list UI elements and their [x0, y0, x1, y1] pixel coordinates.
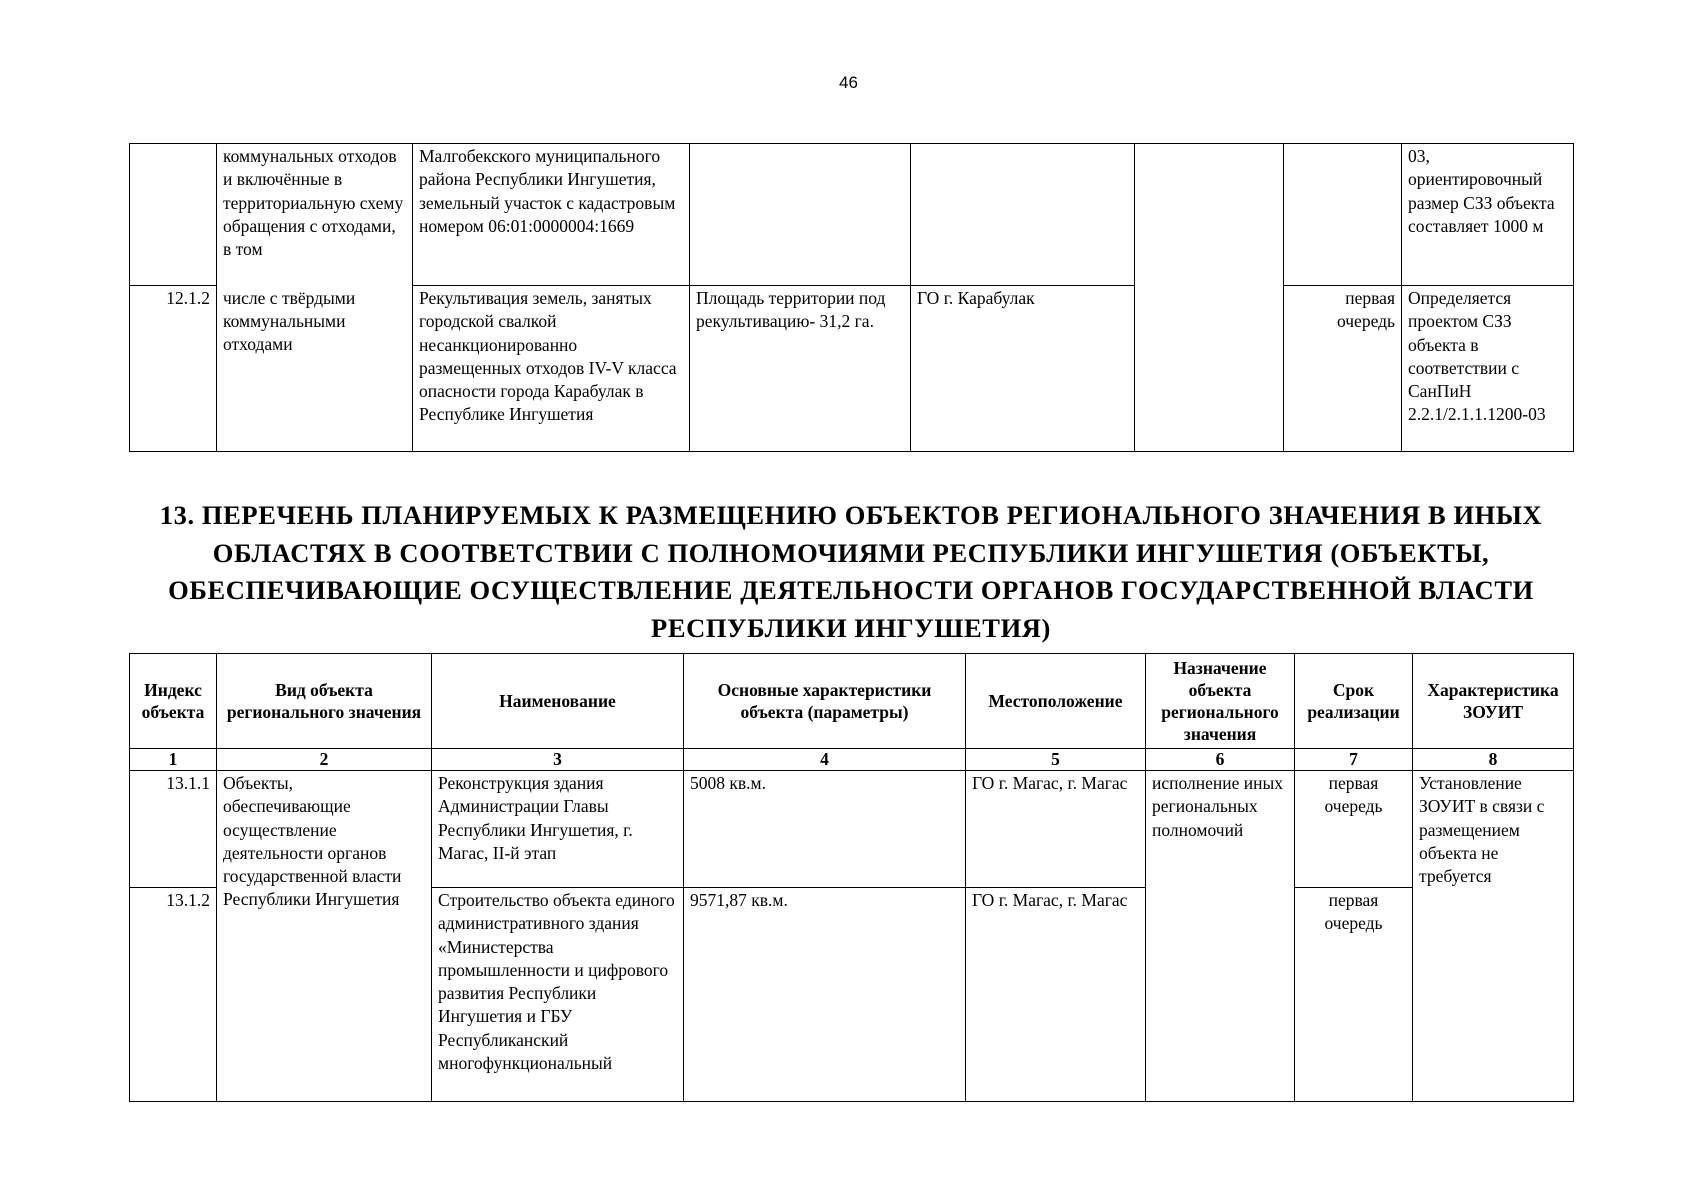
header-name: Наименование: [432, 654, 684, 749]
cell-index: 12.1.2: [130, 286, 217, 452]
column-number: 8: [1413, 749, 1574, 771]
column-number: 1: [130, 749, 217, 771]
page-number: 46: [839, 73, 858, 92]
cell-location: ГО г. Магас, г. Магас: [966, 888, 1146, 1102]
column-number: 4: [684, 749, 966, 771]
table-row: [130, 771, 1574, 888]
continued-table: [129, 143, 1574, 452]
column-number: 5: [966, 749, 1146, 771]
cell-zouit: 03, ориентировочный размер СЗЗ объекта составляет 1000 м: [1402, 144, 1574, 286]
column-number: 2: [217, 749, 432, 771]
cell-index: 13.1.1: [130, 771, 217, 888]
column-number: 7: [1295, 749, 1413, 771]
cell-params: [690, 144, 911, 286]
cell-zouit: Установление ЗОУИТ в связи с размещением объекта не требуется: [1413, 771, 1574, 1102]
cell-name: Реконструкция здания Администрации Главы Республики Ингушетия, г. Магас, II-й этап: [432, 771, 684, 888]
cell-type: числе с твёрдыми коммунальными отходами: [217, 286, 413, 452]
cell-params: 5008 кв.м.: [684, 771, 966, 888]
cell-purpose: [1135, 144, 1284, 452]
cell-zouit: Определяется проектом СЗЗ объекта в соответствии с СанПиН 2.2.1/2.1.1.1200-03: [1402, 286, 1574, 452]
cell-term: [1284, 144, 1402, 286]
cell-purpose: исполнение иных региональных полномочий: [1146, 771, 1295, 1102]
cell-type: Объекты, обеспечивающие осуществление деятельности органов государственной власти Республики Ингушетия: [217, 771, 432, 1102]
cell-location: ГО г. Магас, г. Магас: [966, 771, 1146, 888]
section-title: 13. ПЕРЕЧЕНЬ ПЛАНИРУЕМЫХ К РАЗМЕЩЕНИЮ ОБЪЕКТОВ РЕГИОНАЛЬНОГО ЗНАЧЕНИЯ В ИНЫХ ОБЛАСТЯХ В СООТВЕТСТВИИ С ПОЛНОМОЧИЯМИ РЕСПУБЛИКИ ИНГУШЕТИЯ (ОБЪЕКТЫ, ОБЕСПЕЧИВАЮЩИЕ ОСУЩЕСТВЛЕНИЕ ДЕЯТЕЛЬНОСТИ ОРГАНОВ ГОСУДАРСТВЕННОЙ ВЛАСТИ РЕСПУБЛИКИ ИНГУШЕТИЯ): [159, 500, 1543, 643]
table-row: [130, 286, 1574, 452]
column-number: 3: [432, 749, 684, 771]
header-purpose: Назначение объекта регионального значения: [1146, 654, 1295, 749]
table-header-row: [130, 654, 1574, 749]
cell-params: Площадь территории под рекультивацию- 31,2 га.: [690, 286, 911, 452]
header-location: Местоположение: [966, 654, 1146, 749]
column-number: 6: [1146, 749, 1295, 771]
objects-table: [129, 653, 1574, 1102]
cell-term: первая очередь: [1295, 771, 1413, 888]
column-number-row: [130, 749, 1574, 771]
header-term: Срок реализации: [1295, 654, 1413, 749]
cell-type: коммунальных отходов и включённые в территориальную схему обращения с отходами, в том: [217, 144, 413, 286]
cell-term: первая очередь: [1284, 286, 1402, 452]
cell-index: 13.1.2: [130, 888, 217, 1102]
header-index: Индекс объекта: [130, 654, 217, 749]
cell-location: ГО г. Карабулак: [911, 286, 1135, 452]
cell-params: 9571,87 кв.м.: [684, 888, 966, 1102]
cell-name: Строительство объекта единого административного здания «Министерства промышленности и цифрового развития Республики Ингушетия и ГБУ Республиканский многофункциональный: [432, 888, 684, 1102]
header-type: Вид объекта регионального значения: [217, 654, 432, 749]
cell-name: Малгобекского муниципального района Республики Ингушетия, земельный участок с кадастровым номером 06:01:0000004:1669: [413, 144, 690, 286]
cell-index: [130, 144, 217, 286]
header-zouit: Характеристика ЗОУИТ: [1413, 654, 1574, 749]
table-row: [130, 144, 1574, 286]
cell-term: первая очередь: [1295, 888, 1413, 1102]
cell-name: Рекультивация земель, занятых городской свалкой несанкционированно размещенных отходов IV-V класса опасности города Карабулак в Республике Ингушетия: [413, 286, 690, 452]
cell-location: [911, 144, 1135, 286]
header-params: Основные характеристики объекта (параметры): [684, 654, 966, 749]
